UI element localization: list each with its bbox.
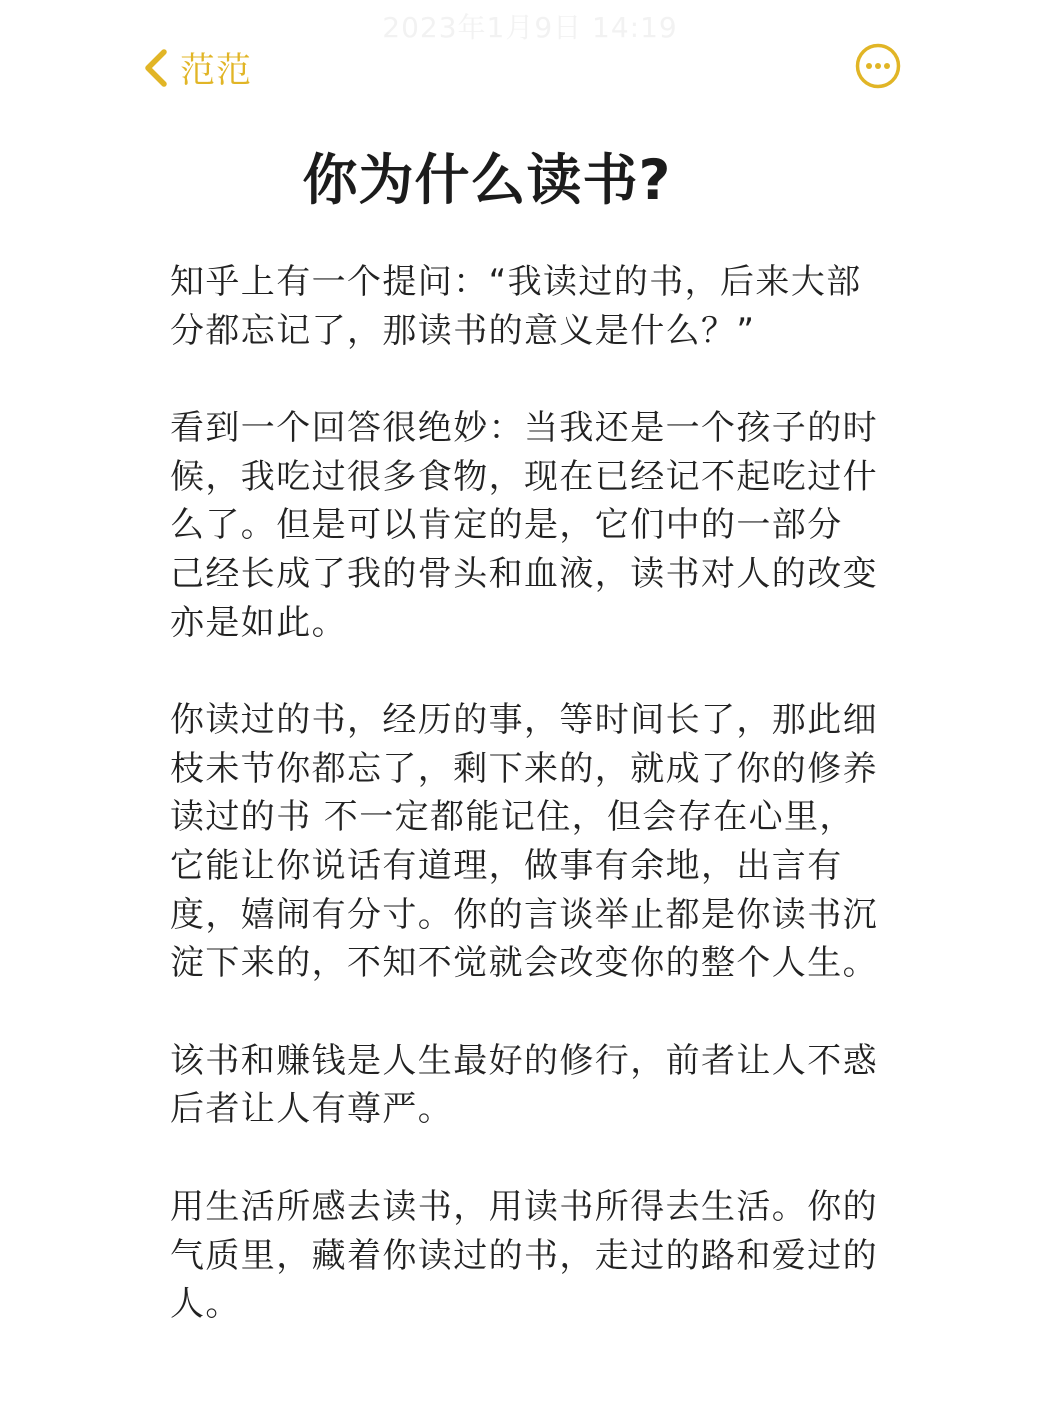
note-timestamp: 2023年1月9日 14:19 (382, 11, 678, 44)
note-paragraph: 该书和赚钱是人生最好的修行，前者让人不惑后者让人有尊严。 (170, 1040, 878, 1130)
back-button[interactable] (138, 42, 252, 94)
note-paragraph: 用生活所感去读书，用读书所得去生活。你的气质里，藏着你读过的书，走过的路和爱过的人。 (170, 1186, 878, 1325)
note-paragraph: 看到一个回答很绝妙：当我还是一个孩子的时候，我吃过很多食物，现在已经记不起吃过什么了。但是可以肯定的是，它们中的一部分 己经长成了我的骨头和血液，读书对人的改变亦是如此。 (170, 408, 878, 643)
navigation-bar (0, 38, 1060, 94)
note-paragraph: 知乎上有一个提问：“我读过的书，后来大部分都忘记了，那读书的意义是什么？” (170, 262, 862, 351)
more-options-button[interactable] (854, 42, 902, 90)
back-button-label: 范范 (180, 51, 253, 91)
chevron-left-icon (138, 46, 174, 90)
note-paragraph: 你读过的书，经历的事，等时间长了，那此细枝未节你都忘了，剩下来的，就成了你的修养读过的书 不一定都能记住，但会存在心里，它能让你说话有道理，做事有余地，出言有度，嬉闹有分寸。你的言谈举止都是你读书沉淀下来的，不知不觉就会改变你的整个人生。 (170, 700, 878, 984)
note-body[interactable] (170, 258, 890, 1378)
note-title: 你为什么读书? (302, 148, 672, 212)
